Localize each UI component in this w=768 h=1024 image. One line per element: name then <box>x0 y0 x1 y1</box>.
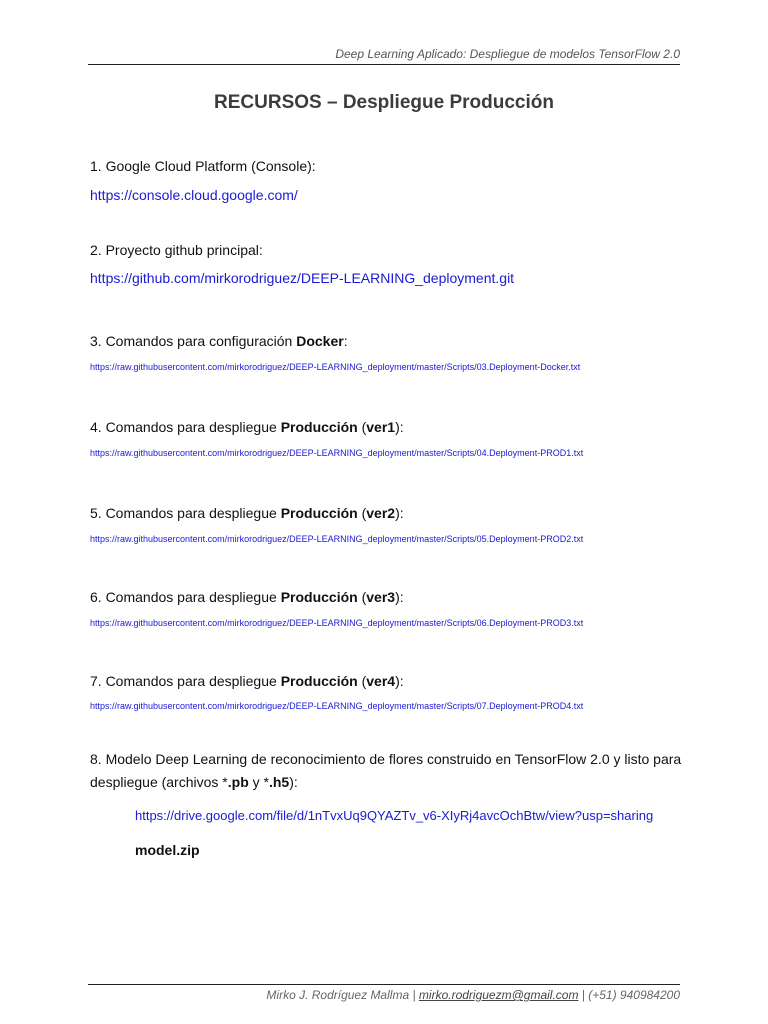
item-8-text-1: 8. Modelo Deep Learning de reconocimiento de flores construido en TensorFlow 2.0 y listo para despliegue (archivos * <box>90 751 682 790</box>
item-5-text <box>90 503 404 523</box>
item-5-version: ver2 <box>366 505 396 521</box>
item-7-text <box>90 671 404 691</box>
item-8-text-3: ): <box>289 774 298 790</box>
item-8-paragraph <box>90 748 690 794</box>
item-4-text <box>90 417 404 437</box>
page-footer <box>88 984 680 1002</box>
model-drive-link[interactable]: https://drive.google.com/file/d/1nTvxUq9QYAZTv_v6-XIyRj4avcOchBtw/view?usp=sharing <box>135 808 654 823</box>
item-5-mid: ( <box>357 505 367 521</box>
item-5-bold: Producción <box>280 505 358 521</box>
item-3-text <box>90 331 348 351</box>
item-4-version: ver1 <box>366 419 396 435</box>
item-7-bold: Producción <box>280 673 358 689</box>
item-6-prefix: 6. Comandos para despliegue <box>90 589 281 605</box>
item-3-suffix: : <box>343 333 348 349</box>
model-zip-label: model.zip <box>135 842 200 858</box>
footer-email-link[interactable]: mirko.rodriguezm@gmail.com <box>418 988 579 1002</box>
item-3-prefix: 3. Comandos para configuración <box>90 333 297 349</box>
item-6-suffix: ): <box>395 589 404 605</box>
item-7-version: ver4 <box>366 673 396 689</box>
item-5-link[interactable]: https://raw.githubusercontent.com/mirkorodriguez/DEEP-LEARNING_deployment/master/Scripts/05.Deployment-PROD2.txt <box>90 534 584 544</box>
item-4-mid: ( <box>357 419 367 435</box>
item-8-h5: .h5 <box>268 774 290 790</box>
item-6-bold: Producción <box>280 589 358 605</box>
item-6-mid: ( <box>357 589 367 605</box>
footer-phone: | (+51) 940984200 <box>578 988 680 1002</box>
item-7-prefix: 7. Comandos para despliegue <box>90 673 281 689</box>
item-3-bold: Docker <box>296 333 344 349</box>
item-5-suffix: ): <box>395 505 404 521</box>
item-8-text-2: y * <box>248 774 269 790</box>
item-6-version: ver3 <box>366 589 396 605</box>
item-6-text <box>90 587 404 607</box>
item-5-prefix: 5. Comandos para despliegue <box>90 505 281 521</box>
item-2-text: 2. Proyecto github principal: <box>90 242 263 258</box>
item-3-link[interactable]: https://raw.githubusercontent.com/mirkorodriguez/DEEP-LEARNING_deployment/master/Scripts/03.Deployment-Docker.txt <box>90 362 581 372</box>
page-header <box>88 44 680 65</box>
page-title: RECURSOS – Despliegue Producción <box>214 92 554 113</box>
header-text: Deep Learning Aplicado: Despliegue de modelos TensorFlow 2.0 <box>335 47 680 61</box>
item-8-pb: .pb <box>227 774 249 790</box>
item-4-link[interactable]: https://raw.githubusercontent.com/mirkorodriguez/DEEP-LEARNING_deployment/master/Scripts/04.Deployment-PROD1.txt <box>90 448 584 458</box>
item-7-suffix: ): <box>395 673 404 689</box>
item-6-link[interactable]: https://raw.githubusercontent.com/mirkorodriguez/DEEP-LEARNING_deployment/master/Scripts/06.Deployment-PROD3.txt <box>90 618 584 628</box>
item-4-prefix: 4. Comandos para despliegue <box>90 419 281 435</box>
item-7-mid: ( <box>357 673 367 689</box>
item-4-suffix: ): <box>395 419 404 435</box>
item-1-link[interactable]: https://console.cloud.google.com/ <box>90 187 298 203</box>
item-7-link[interactable]: https://raw.githubusercontent.com/mirkorodriguez/DEEP-LEARNING_deployment/master/Scripts/07.Deployment-PROD4.txt <box>90 701 584 711</box>
item-1-text: 1. Google Cloud Platform (Console): <box>90 158 316 174</box>
footer-name: Mirko J. Rodríguez Mallma | <box>266 988 419 1002</box>
item-4-bold: Producción <box>280 419 358 435</box>
item-2-link[interactable]: https://github.com/mirkorodriguez/DEEP-LEARNING_deployment.git <box>90 270 515 286</box>
